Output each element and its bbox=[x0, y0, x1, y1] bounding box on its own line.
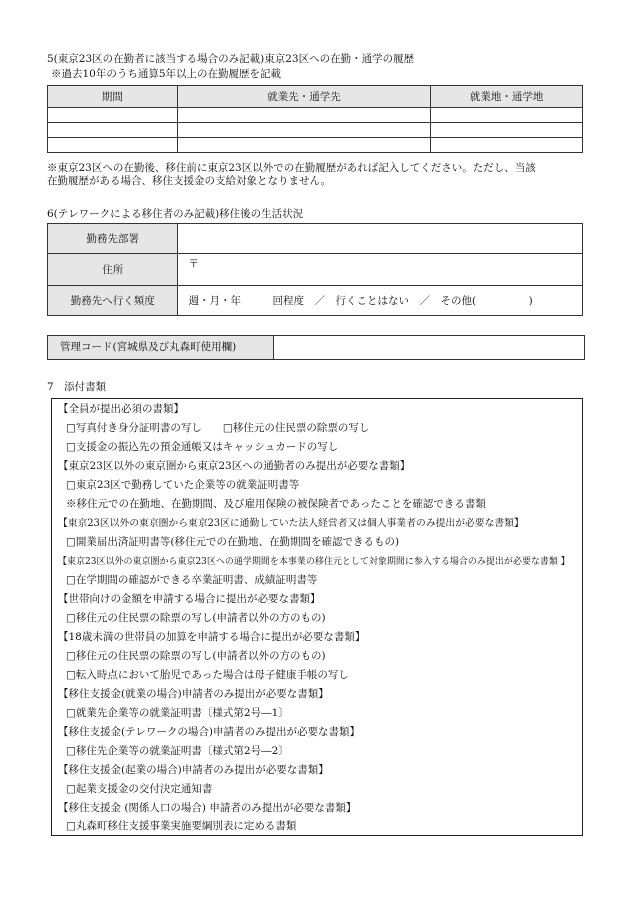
table-cell[interactable] bbox=[431, 123, 583, 138]
section5-title: 5(東京23区の在勤者に該当する場合のみ記載)東京23区への在勤・通学の履歴 bbox=[47, 53, 415, 65]
list-item: 【世帯向けの金額を申請する場合に提出が必要な書類】 bbox=[58, 593, 321, 605]
management-code-box bbox=[47, 335, 585, 360]
list-item: □在学期間の確認ができる卒業証明書、成績証明書等 bbox=[66, 574, 318, 586]
table-row bbox=[48, 286, 583, 316]
management-code-label: 管理コード(宮城県及び丸森町使用欄) bbox=[48, 336, 274, 359]
table-cell[interactable] bbox=[48, 108, 178, 123]
section5-note-line1: ※東京23区への在勤後、移住前に東京23区以外での在勤履歴があれば記入してください。ただし、当該 bbox=[47, 162, 536, 174]
table-row bbox=[48, 224, 583, 254]
frequency-label: 勤務先へ行く頻度 bbox=[48, 286, 178, 316]
telework-table bbox=[47, 223, 583, 316]
list-item: 【移住支援金(起業の場合)申請者のみ提出が必要な書類】 bbox=[58, 764, 329, 776]
table-cell[interactable] bbox=[177, 108, 431, 123]
list-item: 【東京23区以外の東京圏から東京23区への通学期間を本事業の移住元として対象期間に参入する場合のみ提出が必要な書類 】 bbox=[58, 557, 570, 567]
list-item: □転入時点において胎児であった場合は母子健康手帳の写し bbox=[66, 669, 349, 681]
table-row bbox=[48, 138, 583, 153]
address-field[interactable]: 〒 bbox=[178, 254, 583, 286]
list-item: □開業届出済証明書等(移住元での在勤地、在勤期間を確認できるもの) bbox=[66, 536, 400, 548]
list-item: □移住先企業等の就業証明書〔様式第2号―2〕 bbox=[66, 745, 289, 757]
list-item: 【東京23区以外の東京圏から東京23区に通勤していた法人経営者又は個人事業者のみ提出が必要な書類】 bbox=[58, 518, 524, 529]
column-header-location: 就業地・通学地 bbox=[431, 86, 583, 108]
table-cell[interactable] bbox=[431, 108, 583, 123]
list-item: 【18歳未満の世帯員の加算を申請する場合に提出が必要な書類】 bbox=[58, 631, 366, 643]
table-row bbox=[48, 254, 583, 286]
table-row bbox=[48, 108, 583, 123]
list-item: □起業支援金の交付決定通知書 bbox=[66, 783, 213, 795]
address-label: 住所 bbox=[48, 254, 178, 286]
list-item: □就業先企業等の就業証明書〔様式第2号―1〕 bbox=[66, 707, 289, 719]
table-cell[interactable] bbox=[177, 138, 431, 153]
department-field[interactable] bbox=[178, 224, 583, 254]
list-item: □丸森町移住支援事業実施要綱別表に定める書類 bbox=[66, 820, 297, 832]
list-item: ※移住元での在勤地、在勤期間、及び雇用保険の被保険者であったことを確認できる書類 bbox=[66, 498, 486, 510]
department-label: 勤務先部署 bbox=[48, 224, 178, 254]
list-item: 【移住支援金(就業の場合)申請者のみ提出が必要な書類】 bbox=[58, 688, 329, 700]
table-row bbox=[48, 123, 583, 138]
management-code-field[interactable] bbox=[274, 336, 584, 359]
section6-title: 6(テレワークによる移住者のみ記載)移住後の生活状況 bbox=[47, 208, 304, 220]
list-item: 【移住支援金 (関係人口の場合) 申請者のみ提出が必要な書類】 bbox=[58, 802, 357, 814]
list-item: □支援金の振込先の預金通帳又はキャッシュカードの写し bbox=[66, 441, 339, 453]
table-cell[interactable] bbox=[48, 138, 178, 153]
table-cell[interactable] bbox=[48, 123, 178, 138]
list-item: 【東京23区以外の東京圏から東京23区への通勤者のみ提出が必要な書類】 bbox=[58, 460, 411, 472]
list-item: 【移住支援金(テレワークの場合)申請者のみ提出が必要な書類】 bbox=[58, 726, 360, 738]
column-header-workplace: 就業先・通学先 bbox=[177, 86, 431, 108]
column-header-period: 期間 bbox=[48, 86, 178, 108]
section5-subtitle: ※過去10年のうち通算5年以上の在勤履歴を記載 bbox=[51, 68, 282, 80]
section7-title: 7 添付書類 bbox=[47, 381, 107, 393]
work-history-table bbox=[47, 85, 583, 153]
table-cell[interactable] bbox=[431, 138, 583, 153]
table-cell[interactable] bbox=[177, 123, 431, 138]
list-item: □移住元の住民票の除票の写し(申請者以外の方のもの) bbox=[66, 612, 326, 624]
attachments-box bbox=[51, 398, 583, 836]
list-item: 【全員が提出必須の書類】 bbox=[58, 403, 184, 415]
table-header-row bbox=[48, 86, 583, 108]
list-item: □写真付き身分証明書の写し □移住元の住民票の除票の写し bbox=[66, 422, 370, 434]
frequency-field[interactable]: 週・月・年 回程度 ／ 行くことはない ／ その他( ) bbox=[178, 286, 583, 316]
list-item: □移住元の住民票の除票の写し(申請者以外の方のもの) bbox=[66, 650, 326, 662]
section5-note-line2: 在勤履歴がある場合、移住支援金の支給対象となりません。 bbox=[47, 175, 332, 187]
list-item: □東京23区で勤務していた企業等の就業証明書等 bbox=[66, 479, 300, 491]
